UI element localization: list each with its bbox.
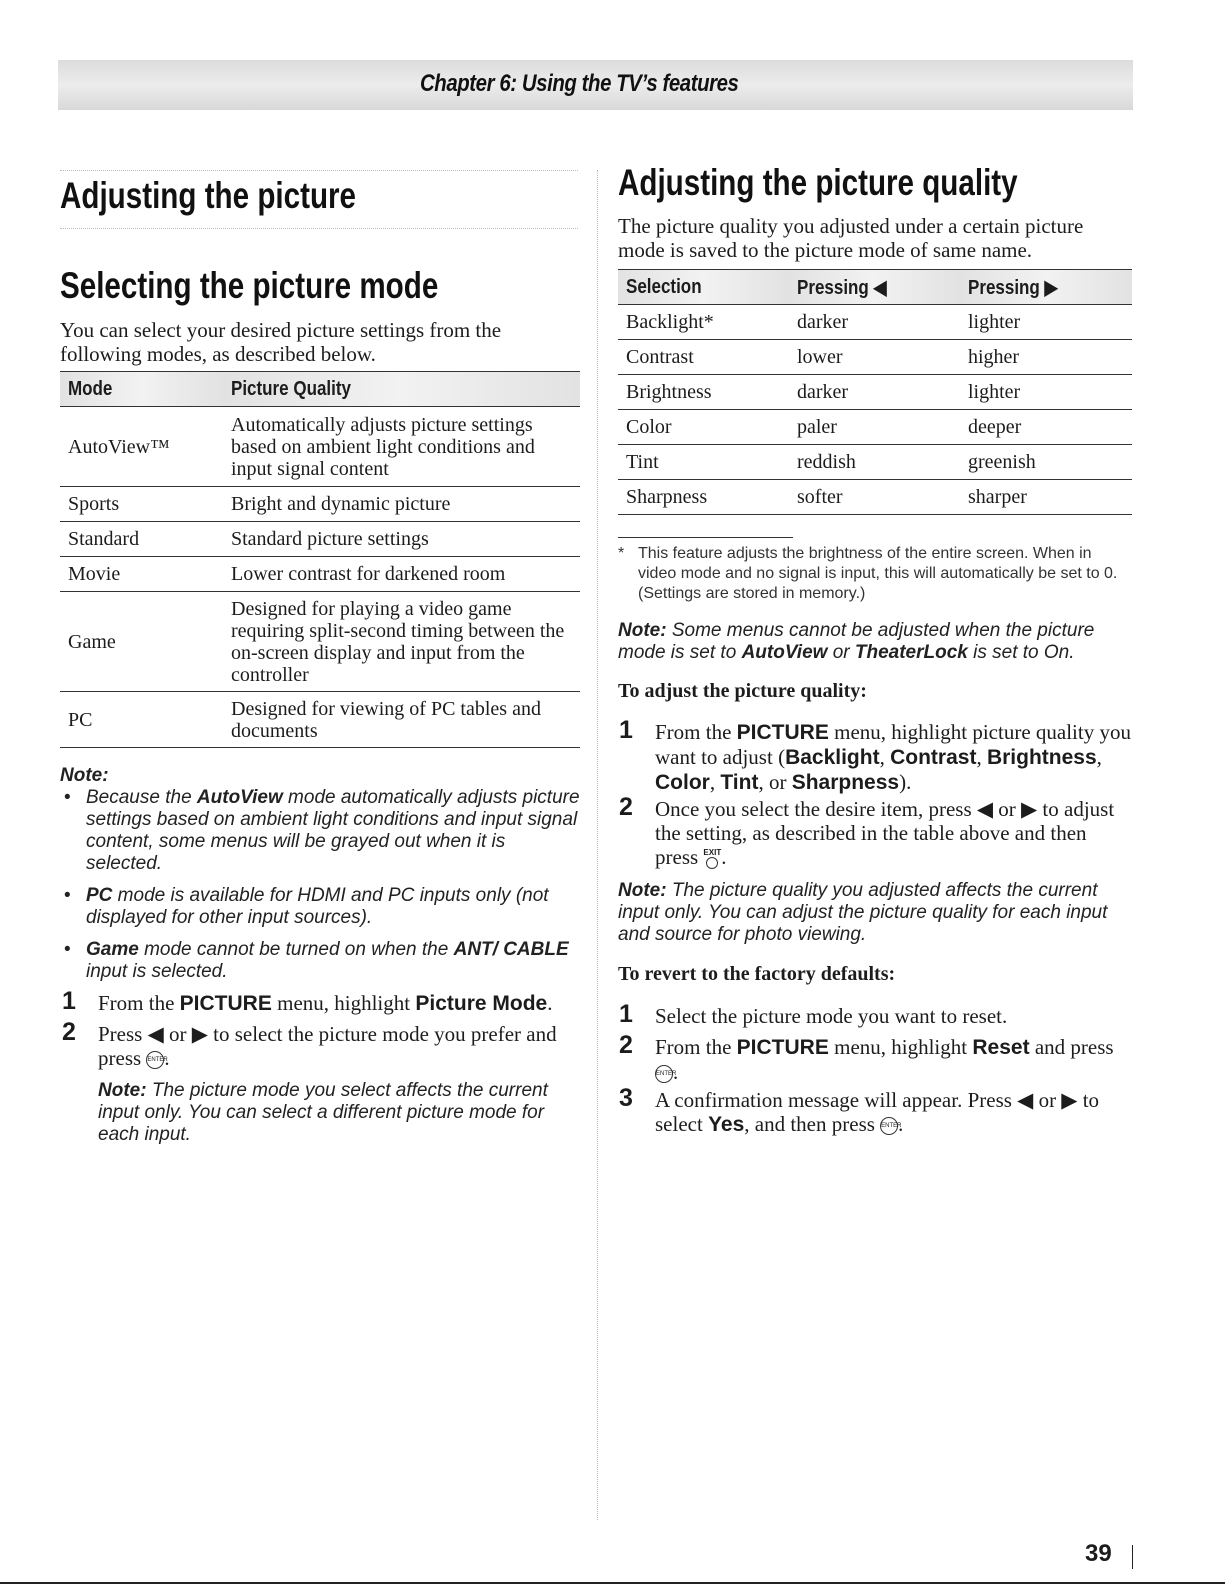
title-rule-top [60,170,578,171]
procedure-title-adjust: To adjust the picture quality: [618,680,867,702]
quality-cell: Bright and dynamic picture [223,487,580,522]
enter-button-icon: ENTER [146,1051,164,1069]
quality-cell: Standard picture settings [223,522,580,557]
table-row [618,480,1132,515]
footnote-text: This feature adjusts the brightness of the entire screen. When in video mode and no signal is input, this will automatically be set to 0. (Settings are stored in memory.) [638,545,1118,602]
table-cell: higher [960,340,1132,375]
table-cell: Contrast [618,340,789,375]
table-cell: lighter [960,305,1132,340]
table-cell: Brightness [618,375,789,410]
step-number: 2 [62,1018,76,1046]
step-1 [619,716,1133,795]
table-cell: deeper [960,410,1132,445]
table-header-row [60,372,580,407]
picture-quality-table [618,269,1132,515]
table-cell: darker [789,305,960,340]
step-text: Press ◀ or ▶ to select the picture mode you prefer and press ENTER. [98,1022,557,1070]
table-cell: Color [618,410,789,445]
note-bullet-list [60,787,580,993]
procedure-title-revert: To revert to the factory defaults: [618,963,896,985]
list-item: • PC mode is available for HDMI and PC inputs only (not displayed for other input sources). [60,885,580,929]
mode-cell: Sports [60,487,223,522]
table-row [60,692,580,748]
step-text: Once you select the desire item, press ◀ or ▶ to adjust the setting, as described in the table above and then press EXIT . [655,797,1115,869]
quality-cell: Lower contrast for darkened room [223,557,580,592]
mode-cell: Game [60,592,223,692]
table-cell: darker [789,375,960,410]
section-title-picture-quality: Adjusting the picture quality [618,162,1018,203]
step-text: A confirmation message will appear. Press ◀ or ▶ to select Yes, and then press ENTER. [655,1088,1100,1136]
column-divider [597,170,598,1520]
table-cell: softer [789,480,960,515]
list-item: • Because the AutoView mode automatically adjusts picture settings based on ambient light conditions and input signal content, some menus will be grayed out when it is selected. [60,787,580,875]
column-header: Selection [618,270,789,305]
step-number: 1 [619,1000,633,1028]
mode-cell: AutoView™ [60,407,223,487]
table-cell: sharper [960,480,1132,515]
note-label: Note: [60,765,109,786]
table-row [60,557,580,592]
step-note: Note: The picture mode you select affects the current input only. You can select a different picture mode for each input. [98,1080,548,1145]
quality-cell: Designed for playing a video game requiring split-second timing between the on-screen display and input from the controller [223,592,580,692]
table-cell: Backlight* [618,305,789,340]
step-number: 2 [619,793,633,821]
mode-cell: PC [60,692,223,748]
column-header: Mode [60,372,223,407]
mode-cell: Movie [60,557,223,592]
quality-cell: Automatically adjusts picture settings based on ambient light conditions and input signal content [223,407,580,487]
table-header-row [618,270,1132,305]
step-2 [619,793,1133,869]
column-header: Picture Quality [223,372,580,407]
mode-cell: Standard [60,522,223,557]
step-text: Select the picture mode you want to reset. [655,1004,1008,1028]
step-1 [619,1000,1133,1028]
table-row [618,410,1132,445]
exit-button-icon: EXIT [703,849,721,869]
step-number: 3 [619,1084,633,1112]
quality-note-2: Note: The picture quality you adjusted affects the current input only. You can adjust the picture quality for each input and source for photo viewing. [618,880,1108,945]
table-cell: lighter [960,375,1132,410]
table-cell: lower [789,340,960,375]
table-row [60,407,580,487]
table-cell: paler [789,410,960,445]
quality-intro: The picture quality you adjusted under a certain picture mode is saved to the picture mode of same name. [618,214,1084,262]
chapter-title: Chapter 6: Using the TV’s features [420,70,739,97]
enter-button-icon: ENTER [880,1117,898,1135]
step-3 [619,1084,1133,1137]
column-header: Pressing ▶ [960,270,1132,305]
table-row [60,592,580,692]
step-text: From the PICTURE menu, highlight Picture Mode. [98,991,553,1015]
table-row [618,340,1132,375]
table-row [618,375,1132,410]
step-number: 1 [619,716,633,744]
quality-cell: Designed for viewing of PC tables and documents [223,692,580,748]
title-rule-bottom [60,228,578,229]
page-number: 39 [1085,1540,1112,1567]
intro-paragraph: You can select your desired picture settings from the following modes, as described below. [60,318,502,366]
list-item: • Game mode cannot be turned on when the ANT/ CABLE input is selected. [60,939,580,983]
step-2 [62,1018,582,1070]
table-row [618,305,1132,340]
quality-note: Note: Some menus cannot be adjusted when the picture mode is set to AutoView or TheaterLock is set to On. [618,620,1095,663]
table-cell: Sharpness [618,480,789,515]
enter-button-icon: ENTER [655,1065,673,1083]
step-text: From the PICTURE menu, highlight picture quality you want to adjust (Backlight, Contrast, Brightness, Color, Tint, or Sharpness). [655,720,1131,794]
step-number: 1 [62,987,76,1015]
step-text: From the PICTURE menu, highlight Reset and press ENTER. [655,1035,1114,1084]
table-row [618,445,1132,480]
footnote-rule [618,537,793,538]
step-2 [619,1031,1133,1084]
table-row [60,487,580,522]
table-cell: reddish [789,445,960,480]
picture-mode-table [60,371,580,748]
table-cell: greenish [960,445,1132,480]
footnote-marker: * [618,545,625,562]
step-1 [62,987,592,1016]
page-title: Adjusting the picture [60,175,356,216]
step-number: 2 [619,1031,633,1059]
page-bottom-edge [0,1582,1225,1584]
table-cell: Tint [618,445,789,480]
column-header: Pressing ◀ [789,270,960,305]
table-row [60,522,580,557]
section-title-picture-mode: Selecting the picture mode [60,265,439,306]
page-number-bar [1132,1545,1133,1569]
